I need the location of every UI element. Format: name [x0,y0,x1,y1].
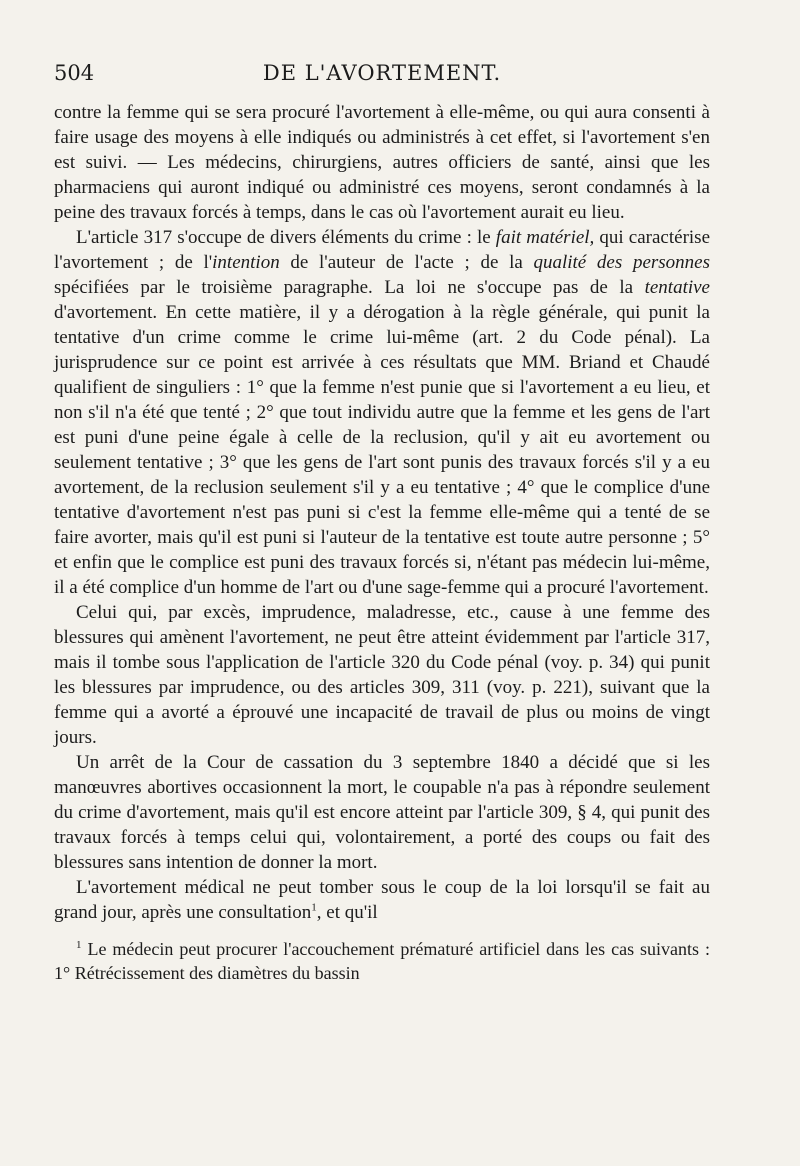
footnote-text: Le médecin peut procurer l'accouchement prématuré artificiel dans les cas suivants : 1° Rétrécissement des diamètres du bassin [54,939,710,983]
p2-italic-fait-materiel: fait matériel, [495,227,595,248]
p2-text-a: L'article 317 s'occupe de divers éléments du crime : le [76,227,496,248]
paragraph-1: contre la femme qui se sera procuré l'avortement à elle-même, ou qui aura consenti à faire usage des moyens à elle indiqués ou administrés à cet effet, si l'avortement s'en est suivi. — Les médecins, chirurgiens, autres officiers de santé, ainsi que les pharmaciens qui auront indiqué ou administré ces moyens, seront condamnés à la peine des travaux forcés à temps, dans le cas où l'avortement aurait eu lieu. [54,102,710,223]
p2-italic-qualite: qualité des personnes [533,252,710,273]
paragraph-4: Un arrêt de la Cour de cassation du 3 septembre 1840 a décidé que si les manœuvres abortives occasionnent la mort, le coupable n'a pas à répondre seulement du crime d'avortement, mais qu'il est encore atteint par l'article 309, § 4, qui punit des travaux forcés à temps celui qui, volontairement, a porté des coups ou fait des blessures sans intention de donner la mort. [54,752,710,873]
page-number: 504 [54,61,95,85]
p2-text-g: spécifiées par le troisième paragraphe. La loi ne s'occupe pas de la [54,277,645,298]
paragraph-2 [54,225,710,600]
paragraph-3: Celui qui, par excès, imprudence, maladresse, etc., cause à une femme des blessures qui amènent l'avortement, ne peut être atteint évidemment par l'article 317, mais il tombe sous l'application de l'article 320 du Code pénal (voy. p. 34) qui punit les blessures par imprudence, ou des articles 309, 311 (voy. p. 221), suivant que la femme qui a avorté a éprouvé une incapacité de travail de plus ou moins de vingt jours. [54,602,710,748]
running-title: DE L'AVORTEMENT. [262,61,502,85]
body-text [54,100,710,925]
footnote-reference: 1 [311,901,317,914]
p2-italic-intention: intention [212,252,280,273]
p2-text-i: d'avortement. En cette matière, il y a dérogation à la règle générale, qui punit la tentative d'un crime comme le crime lui-même (art. 2 du Code pénal). La jurisprudence sur ce point est arrivée à ces résultats que MM. Briand et Chaudé qualifient de singuliers : 1° que la femme n'est punie que si l'avortement a eu lieu, et non s'il n'a été que tenté ; 2° que tout individu autre que la femme et les gens de l'art est puni d'une peine égale à celle de la reclusion, qu'il y ait eu avortement ou seulement tentative ; 3° que les gens de l'art sont punis des travaux forcés s'il y a eu avortement, de la reclusion seulement s'il y a eu tentative ; 4° que le complice d'une tentative d'avortement n'est pas puni si c'est la femme elle-même qui a tenté de se faire avorter, mais qu'il est puni si l'auteur de la tentative est toute autre personne ; 5° et enfin que le complice est puni des travaux forcés si, n'étant pas médecin lui-même, il a été complice d'un homme de l'art ou d'une sage-femme qui a procuré l'avortement. [54,302,710,598]
paragraph-5 [54,875,710,925]
p2-text-e: de l'auteur de l'acte ; de la [279,252,534,273]
footnote [54,937,710,985]
page [54,60,710,985]
p2-italic-tentative: tentative [644,277,710,298]
p2-text-c: qui caractérise l'avortement ; de l' [54,227,711,273]
p5-text: L'avortement médical ne peut tomber sous le coup de la loi lorsqu'il se fait au grand jour, après une consultation [54,877,710,923]
footnote-mark: 1 [76,939,82,951]
p5-tail: , et qu'il [316,902,378,923]
running-header [54,60,710,86]
